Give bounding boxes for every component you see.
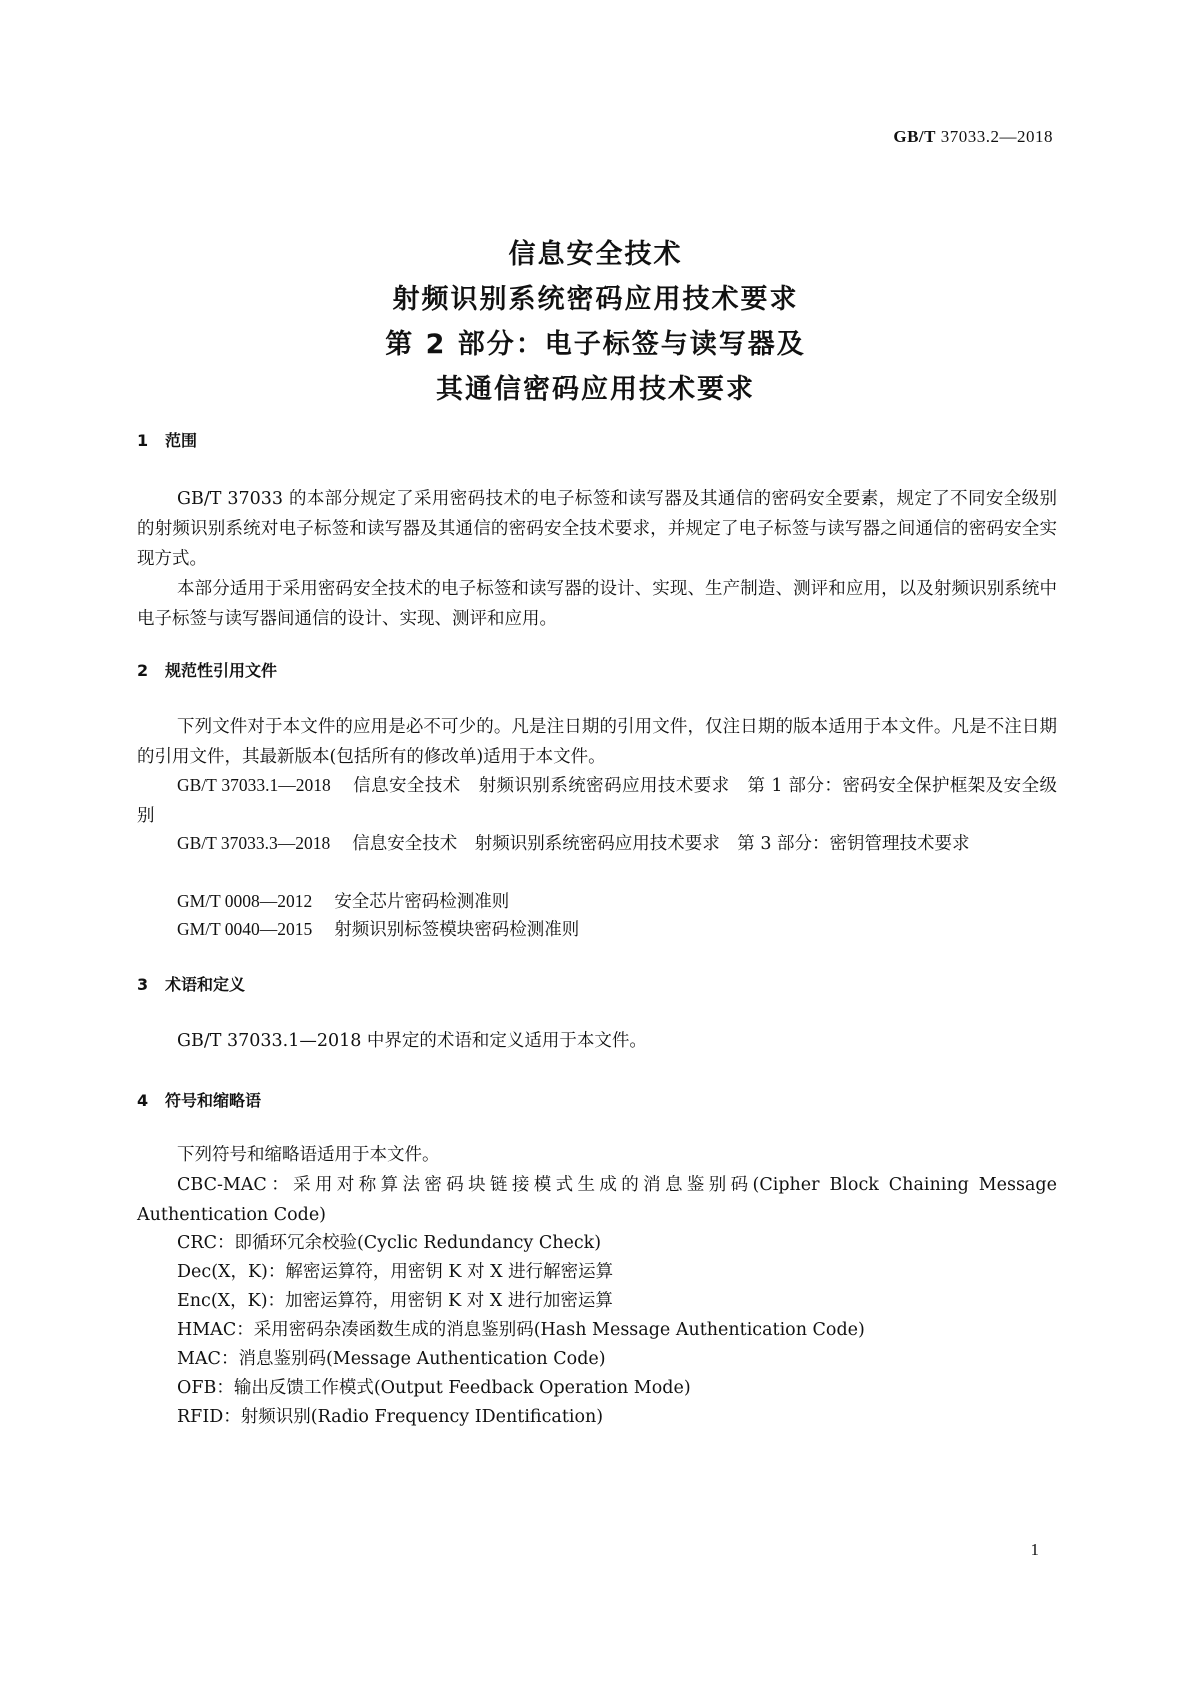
section-1-paragraph-1: GB/T 37033 的本部分规定了采用密码技术的电子标签和读写器及其通信的密码安全要素，规定了不同安全级别的射频识别系统对电子标签和读写器及其通信的密码安全技术要求，并规定了电子标签与读写器之间通信的密码安全实现方式。 xyxy=(137,489,1057,569)
abbreviation-item: Enc(X，K)：加密运算符，用密钥 K 对 X 进行加密运算 xyxy=(177,1291,613,1311)
abbreviation-item: CBC-MAC：采用对称算法密码块链接模式生成的消息鉴别码(Cipher Block Chaining Message Authentication Code) xyxy=(137,1175,1057,1225)
title-line-1: 信息安全技术 xyxy=(508,239,683,270)
section-4-heading xyxy=(137,1088,261,1111)
reference-item xyxy=(137,828,1057,859)
standard-code xyxy=(893,127,1053,147)
document-title xyxy=(0,232,1191,412)
abbreviation-item: OFB：输出反馈工作模式(Output Feedback Operation Mode) xyxy=(177,1378,691,1398)
abbreviation-item: Dec(X，K)：解密运算符，用密钥 K 对 X 进行解密运算 xyxy=(177,1262,614,1282)
section-title: 符号和缩略语 xyxy=(165,1091,262,1110)
section-number: 4 xyxy=(137,1091,149,1110)
section-number: 2 xyxy=(137,661,149,680)
section-4-intro: 下列符号和缩略语适用于本文件。 xyxy=(177,1145,440,1165)
title-line-3: 第 2 部分：电子标签与读写器及 xyxy=(385,329,806,360)
reference-title: 信息安全技术 射频识别系统密码应用技术要求 第 3 部分：密钥管理技术要求 xyxy=(352,834,970,854)
section-3-heading xyxy=(137,972,245,995)
abbreviation-item: RFID：射频识别(Radio Frequency IDentification) xyxy=(177,1407,604,1427)
section-title: 规范性引用文件 xyxy=(165,661,278,680)
page-number: 1 xyxy=(1030,1540,1039,1559)
reference-code: GB/T 37033.3—2018 xyxy=(177,833,331,853)
reference-title: 射频识别标签模块密码检测准则 xyxy=(334,920,580,940)
reference-item xyxy=(137,770,1057,831)
abbreviation-item: HMAC：采用密码杂凑函数生成的消息鉴别码(Hash Message Authentication Code) xyxy=(177,1320,865,1340)
title-line-4: 其通信密码应用技术要求 xyxy=(436,374,755,405)
reference-title: 安全芯片密码检测准则 xyxy=(334,892,510,912)
section-1-paragraph-2: 本部分适用于采用密码安全技术的电子标签和读写器的设计、实现、生产制造、测评和应用，以及射频识别系统中电子标签与读写器间通信的设计、实现、测评和应用。 xyxy=(137,579,1057,629)
reference-item xyxy=(137,886,1057,917)
reference-item xyxy=(137,914,1057,945)
section-number: 3 xyxy=(137,975,149,994)
section-1-heading xyxy=(137,428,197,451)
abbreviation-item: CRC：即循环冗余校验(Cyclic Redundancy Check) xyxy=(177,1233,602,1253)
reference-title: 信息安全技术 射频识别系统密码应用技术要求 第 1 部分：密码安全保护框架及安全级别 xyxy=(137,776,1058,826)
standard-number: 37033.2—2018 xyxy=(940,127,1053,146)
reference-code: GM/T 0008—2012 xyxy=(177,891,313,911)
section-number: 1 xyxy=(137,431,149,450)
standard-prefix: GB/T xyxy=(893,127,936,146)
section-2-heading xyxy=(137,658,277,681)
title-line-2: 射频识别系统密码应用技术要求 xyxy=(392,284,799,315)
reference-code: GM/T 0040—2015 xyxy=(177,919,313,939)
section-2-intro: 下列文件对于本文件的应用是必不可少的。凡是注日期的引用文件，仅注日期的版本适用于本文件。凡是不注日期的引用文件，其最新版本(包括所有的修改单)适用于本文件。 xyxy=(137,717,1057,767)
abbreviation-item: MAC：消息鉴别码(Message Authentication Code) xyxy=(177,1349,606,1369)
section-3-paragraph: GB/T 37033.1—2018 中界定的术语和定义适用于本文件。 xyxy=(177,1031,647,1051)
reference-code: GB/T 37033.1—2018 xyxy=(177,775,331,795)
section-title: 术语和定义 xyxy=(165,975,246,994)
section-title: 范围 xyxy=(165,431,198,450)
